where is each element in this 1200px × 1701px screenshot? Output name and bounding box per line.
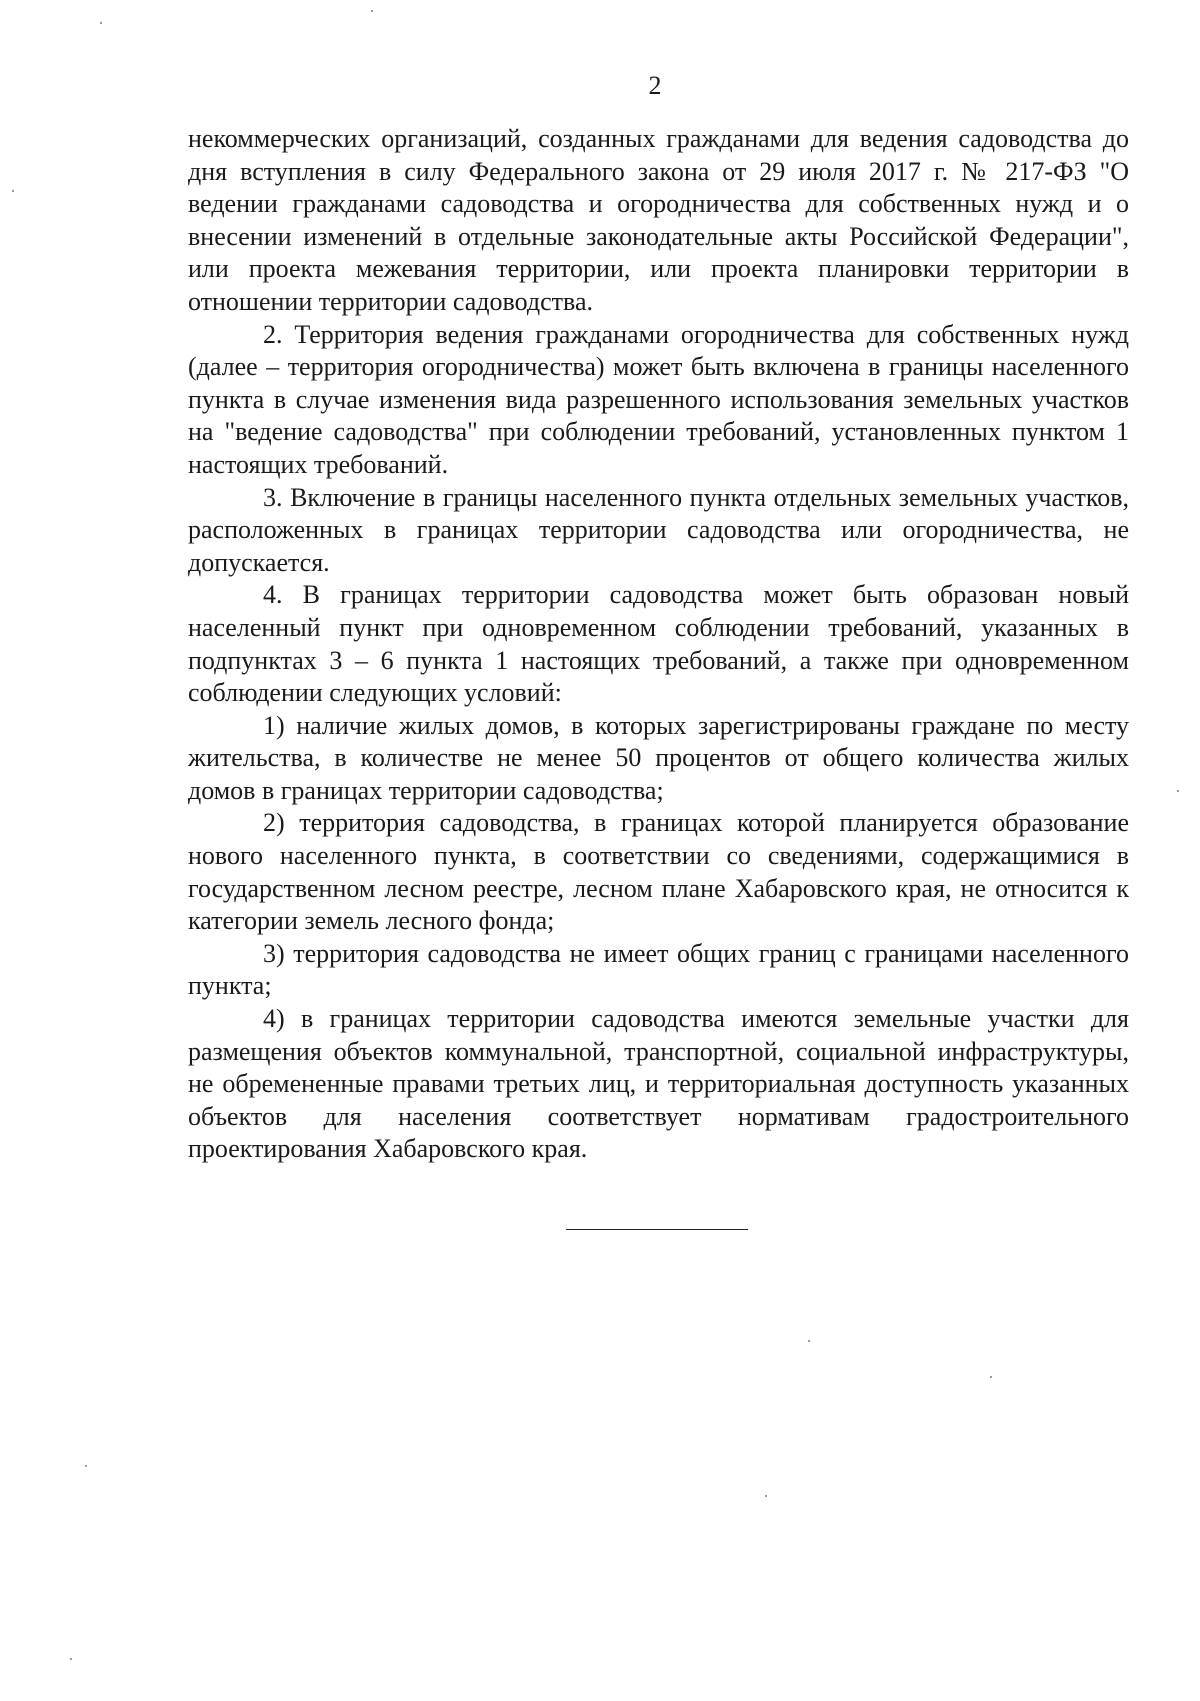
scan-speck <box>765 1495 767 1497</box>
scan-speck <box>12 190 14 192</box>
paragraph-item-2: 2. Территория ведения гражданами огородничества для собственных нужд (далее – территория огородничества) может быть включена в границы населенного пункта в случае изменения вида разрешенного использования земельных участков на "ведение садоводства" при соблюдении требований, установленных пунктом 1 настоящих требований. <box>188 319 1129 479</box>
end-of-document-rule <box>566 1229 748 1230</box>
scan-speck <box>990 1376 992 1378</box>
scan-speck <box>1177 790 1179 792</box>
scan-speck <box>85 1465 87 1467</box>
scan-speck <box>371 10 373 12</box>
scan-speck <box>100 22 102 24</box>
subitem-3: 3) территория садоводства не имеет общих границ с границами населенного пункта; <box>188 938 1129 1001</box>
subitem-1: 1) наличие жилых домов, в которых зарегистрированы граждане по месту жительства, в количестве не менее 50 процентов от общего количества жилых домов в границах территории садоводства; <box>188 710 1129 805</box>
subitem-4: 4) в границах территории садоводства имеются земельные участки для размещения объектов коммунальной, транспортной, социальной инфраструктуры, не обремененные правами третьих лиц, и территориальная доступность указанных объектов для населения соответствует нормативам градостроительного проектирования Хабаровского края. <box>188 1004 1129 1164</box>
paragraph-item-4: 4. В границах территории садоводства может быть образован новый населенный пункт при одновременном соблюдении требований, указанных в подпунктах 3 – 6 пункта 1 настоящих требований, а также при одновременном соблюдении следующих условий: <box>188 580 1129 708</box>
subitem-2: 2) территория садоводства, в границах которой планируется образование нового населенного пункта, в соответствии со сведениями, содержащимися в государственном лесном реестре, лесном плане Хабаровского края, не относится к категории земель лесного фонда; <box>188 808 1129 936</box>
scan-speck <box>70 1658 72 1660</box>
paragraph-item-3: 3. Включение в границы населенного пункта отдельных земельных участков, расположенных в границах территории садоводства или огородничества, не допускается. <box>188 482 1129 577</box>
page-number: 2 <box>648 71 662 100</box>
document-body <box>188 123 1129 1166</box>
paragraph-continuation: некоммерческих организаций, созданных гражданами для ведения садоводства до дня вступления в силу Федерального закона от 29 июля 2017 г. № 217-ФЗ "О ведении гражданами садоводства и огородничества для собственных нужд и о внесении изменений в отдельные законодательные акты Российской Федерации", или проекта межевания территории, или проекта планировки территории в отношении территории садоводства. <box>188 124 1129 316</box>
scan-speck <box>808 1340 810 1342</box>
